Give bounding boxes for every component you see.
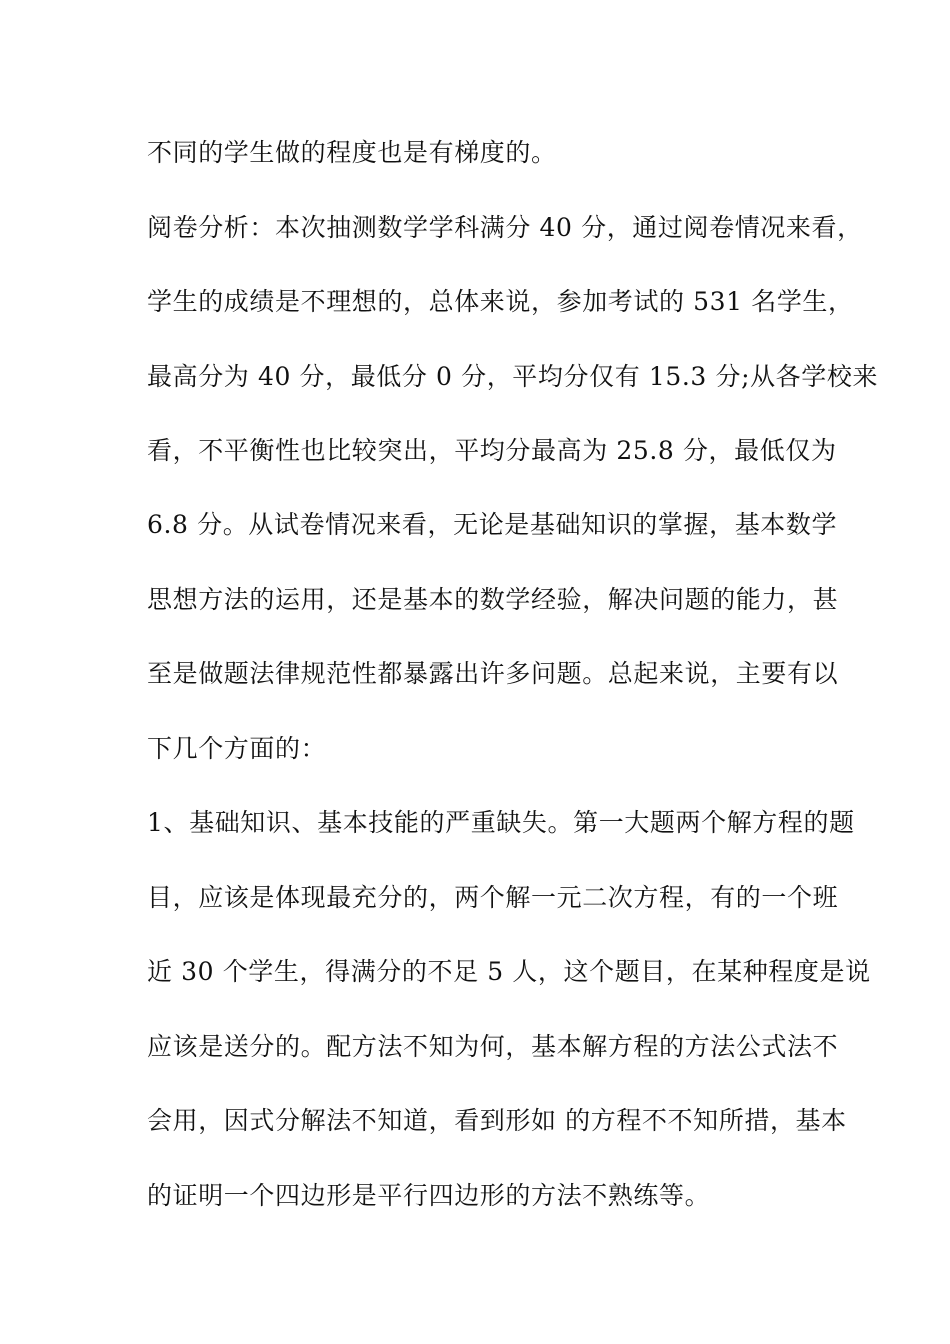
text-line: 会用，因式分解法不知道，看到形如 的方程不不知所措，基本	[147, 1106, 847, 1135]
text-line: 看，不平衡性也比较突出，平均分最高为 25.8 分，最低仅为	[147, 436, 837, 465]
text-line: 应该是送分的。配方法不知为何，基本解方程的方法公式法不	[147, 1032, 839, 1061]
text-line: 目，应该是体现最充分的，两个解一元二次方程，有的一个班	[147, 883, 839, 912]
text-line: 下几个方面的：	[147, 734, 327, 763]
text-line: 至是做题法律规范性都暴露出许多问题。总起来说，主要有以	[147, 659, 839, 688]
text-line: 最高分为 40 分，最低分 0 分，平均分仅有 15.3 分;从各学校来	[147, 362, 879, 391]
text-line: 1、基础知识、基本技能的严重缺失。第一大题两个解方程的题	[147, 808, 855, 837]
text-line: 阅卷分析：本次抽测数学学科满分 40 分，通过阅卷情况来看，	[147, 213, 863, 242]
text-line: 思想方法的运用，还是基本的数学经验，解决问题的能力，甚	[147, 585, 839, 614]
text-line: 近 30 个学生，得满分的不足 5 人，这个题目，在某种程度是说	[147, 957, 871, 986]
text-line: 学生的成绩是不理想的，总体来说，参加考试的 531 名学生，	[147, 287, 854, 316]
text-line: 6.8 分。从试卷情况来看，无论是基础知识的掌握，基本数学	[147, 510, 838, 539]
text-line: 不同的学生做的程度也是有梯度的。	[147, 138, 557, 167]
text-line: 的证明一个四边形是平行四边形的方法不熟练等。	[147, 1181, 711, 1210]
